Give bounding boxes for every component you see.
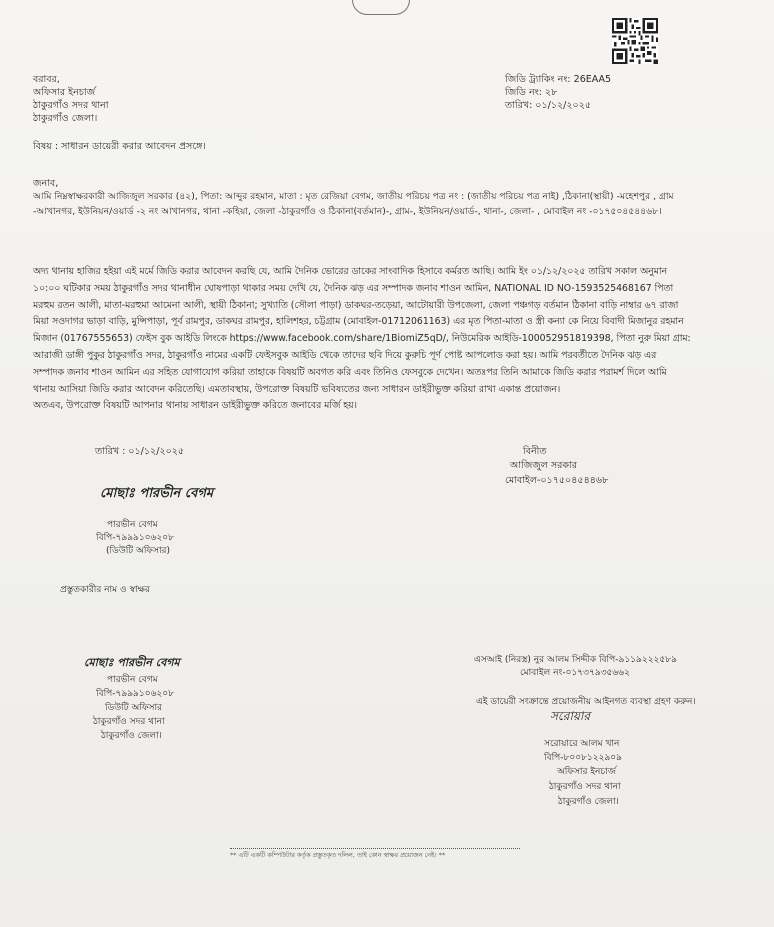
duty-officer-name: পারভীন বেগম [107,675,158,685]
address-station: ঠাকুরগাঁও সদর থানা [33,100,109,111]
preparer-caption: প্রস্তুতকারীর নাম ও স্বাক্ষর [60,585,150,595]
footer-note: ** এটি একটি কম্পিউটার কর্তৃক প্রস্তুতকৃত দলিল, তাই কোন স্বাক্ষর প্রয়োজন নেই। ** [230,851,446,859]
subject-line: বিষয় : সাধারন ডায়েরী করার আবেদন প্রসঙ্গে। [33,141,206,152]
duty-officer-signature: মোছাঃ পারভীন বেগম [84,656,180,669]
qr-code-icon [612,18,658,64]
assigned-mobile: মোবাইল নং-০১৭৩৭৯৩৫৬৬২ [520,668,630,678]
preparer-bp: বিপি-৭৯৯৯১০৬২০৮ [96,533,174,543]
body-line: অতএব, উপরোক্ত বিষয়টি আপনার থানায় সাধারন ডাইরীভুক্ত করিতে জনাবের মর্জি হয়। [33,400,357,412]
intro-line: আমি নিম্নস্বাক্ষরকারী আজিজুল সরকার (৪২), পিতা: আব্দুর রহমান, মাতা : মৃত রেজিয়া বেগম, জাতীয় পরিচয় পত্র নং : (জাতীয় পরিচয় পত্র নাই) ,ঠিকানা(স্থায়ী) -মহেশপুর , গ্রাম [33,191,674,202]
body-line: থানায় আসিয়া জিডি করার আবেদন করিতেছি। এমতাবস্থায়, উপরোক্ত বিষয়টি ভবিষ্যতের জন্য সাধারন ডাইরীভুক্ত করিয়া রাখা একান্ত প্রয়োজন। [33,383,561,395]
preparer-role: (ডিউটি অফিসার) [106,546,171,556]
address-to: বরাবর, [33,74,60,85]
closing-word: বিনীত [523,446,547,457]
gd-tracking-number: জিডি ট্র্যাকিং নং: 26EAA5 [505,74,612,85]
body-line: মরহুম রতন আলী, মাতা-মরহুমা আমেনা আলী, স্থায়ী ঠিকানা; সুখ্যাতি (সৌলা পাড়া) ডাকঘর-তড়েয়া, আটোয়ারী উপজেলা, জেলা পঞ্চগড় বর্তমান ঠিকানা বাড়ি নাম্বার ৬৭ রাজা [33,299,679,311]
intro-paragraph [33,189,674,219]
oc-name: সরোয়ারে আলম খান [544,739,620,749]
duty-officer-station: ঠাকুরগাঁও সদর থানা [93,717,165,727]
preparer-name: পারভীন বেগম [107,520,158,530]
address-district: ঠাকুরগাঁও জেলা। [33,113,98,124]
preparer-signature: মোছাঃ পারভীন বেগম [100,486,214,501]
intro-line: -আখানগর, ইউনিয়ন/ওয়ার্ড -২ নং আখানগর, থানা -কহিয়া, জেলা -ঠাকুরগাঁও ও ঠিকানা(বর্তমান)-, গ্রাম-, ইউনিয়ন/ওয়ার্ড-, থানা-, জেলা- , মোবাইল নং -০১৭৫০৪৫৪৪৬৮। [33,206,662,217]
applicant-mobile: মোবাইল-০১৭৫০৪৫৪৪৬৮ [505,475,609,486]
body-line: সম্পাদক জনাব শাওন আমিন এর সহিত যোগাযোগ করিয়া তাহাকে বিষয়টি অবগত করি এবং তিনিও ফেসবুকে দেখেন। অতঃপর তিনি আমাকে জিডি করার পরামর্শ দিলে আমি [33,366,667,378]
footer-divider [230,848,520,849]
gd-date: তারিখ: ০১/১২/২০২৫ [505,100,592,111]
address-officer: অফিসার ইনচার্জ [33,87,96,98]
police-emblem-icon [352,0,410,15]
oc-bp: বিপি-৮০০৮১২২৯০৯ [544,753,622,763]
application-date: তারিখ : ০১/১২/২০২৫ [95,446,185,457]
body-paragraph [33,264,691,415]
applicant-name: আজিজুল সরকার [510,460,578,471]
oc-signature: সরোয়ার [550,709,590,723]
gd-number: জিডি নং: ২৮ [505,87,558,98]
body-line: মিয়া সওদাগর ভাড়া বাড়ি, মুন্সিপাড়া, পূর্ব রামপুর, ডাকঘর রামপুর, হালিশহর, চট্টগ্রাম (মোবাইল-01712061163) এর মৃত পিতা-মাতা ও স্ত্রী কন্যা কে নিয়ে বিবাদী মিজানুর রহমান [33,316,684,328]
duty-officer-district: ঠাকুরগাঁও জেলা। [101,731,162,741]
instruction-line: এই ডায়েরী সংক্রান্তে প্রয়োজনীয় আইনগত ব্যবস্থা গ্রহণ করুন। [476,697,696,707]
salutation: জনাব, [33,178,59,189]
duty-officer-role: ডিউটি অফিসার [105,703,163,713]
oc-station: ঠাকুরগাঁও সদর থানা [549,782,621,792]
body-line: মিজান (01767555653) ফেইস বুক আইডি লিংকে https://www.facebook.com/share/1BiomiZ5qD/, নিউমেরিক আইডি-100052951819398, পিতা নুরু মিয়া গ্রাম: [33,333,691,345]
assigned-si: এসআই (নিরস্ত্র) নুর আলম সিদ্দীক বিপি-৯১১৯২২২৫৮৯ [474,655,677,665]
body-line: ১০:০০ ঘটিকার সময় ঠাকুরগাঁও সদর থানাধীন ঘোষপাড়া থাকার সময় দেখি যে, দৈনিক ঝড় এর সম্পাদক জনাব শাওন আমিন, NATIONAL ID NO-1593525468167 পিতা [33,282,674,294]
body-line: অদ্য থানায় হাজির হইয়া এই মর্মে জিডি করার আবেদন করছি যে, আমি দৈনিক ভোরের ডাকের সাংবাদিক হিসাবে কর্মরত আছি। আমি ইং ০১/১২/২০২৫ তারিখ সকাল অনুমান [33,266,668,277]
oc-title: অফিসার ইনচার্জ [557,767,616,777]
oc-district: ঠাকুরগাঁও জেলা। [558,797,619,807]
body-line: আরাজী ডাঙ্গী পুকুর ঠাকুরগাঁও সদর, ঠাকুরগাঁও নামের একটি ফেইসবুক আইডি থেকে তাদের ছবি দিয়ে কুরুচি পূর্ণ পোষ্ট আপলোড করা হয়। আমি পরবর্তীতে দৈনিক ঝড় এর [33,349,657,361]
duty-officer-bp: বিপি-৭৯৯৯১০৬২০৮ [96,689,174,699]
